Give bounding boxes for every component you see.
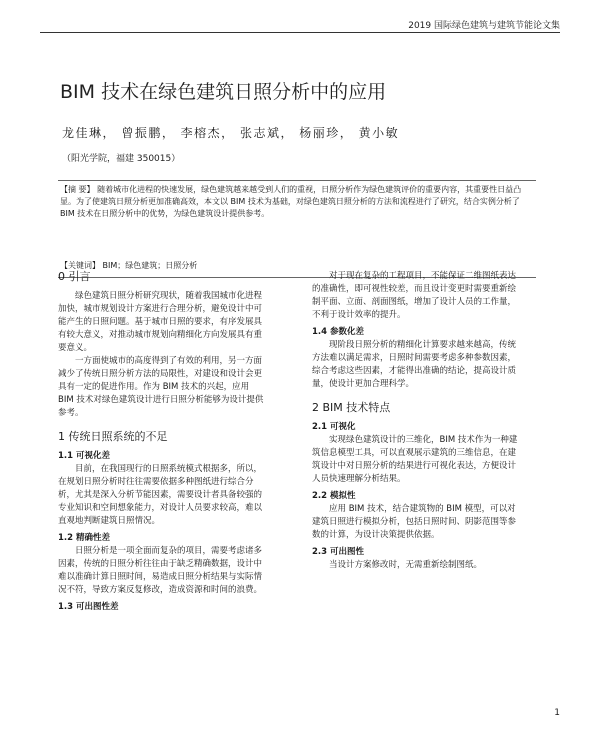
author-list: 龙佳琳， 曾振鹏， 李榕杰， 张志斌， 杨丽珍， 黄小敏 <box>62 126 400 140</box>
subsection-heading: 2.3 可出图性 <box>312 547 365 557</box>
body-paragraph: 应用 BIM 技术，结合建筑物的 BIM 模型，可以对建筑日照进行模拟分析，包括日照时间、阴影范围等参数的计算，为设计决策提供依据。 <box>312 504 517 540</box>
body-paragraph: 一方面使城市的高度得到了有效的利用，另一方面减少了传统日照分析方法的局限性，对建设和设计会更具有一定的促进作用。作为 BIM 技术的兴起，应用 BIM 技术对绿色建筑设计进行日照分析能够为设计提供参考。 <box>58 356 264 418</box>
header-rule <box>40 32 560 33</box>
subsection-heading: 2.2 模拟性 <box>312 491 356 501</box>
running-head: 2019 国际绿色建筑与建筑节能论文集 <box>408 21 560 31</box>
body-paragraph: 实现绿色建筑设计的三维化，BIM 技术作为一种建筑信息模型工具，可以直观展示建筑的三维信息，在建筑设计中对日照分析的结果进行可视化表达，方便设计人员快速理解分析结果。 <box>312 435 518 484</box>
body-paragraph: 日照分析是一项全面而复杂的项目，需要考虑诸多因素，传统的日照分析往往由于缺乏精确数据，设计中难以准确计算日照时间，易造成日照分析结果与实际情况不符，导致方案反复修改，造成资源和时间的浪费。 <box>58 546 263 595</box>
subsection-heading: 2.1 可视化 <box>312 422 356 432</box>
affiliation: （阳光学院，福建 350015） <box>62 154 181 164</box>
body-paragraph: 现阶段日照分析的精细化计算要求越来越高，传统方法难以满足需求，日照时间需要考虑多种参数因素，综合考虑这些因素，才能得出准确的结论，提高设计质量，使设计更加合理科学。 <box>312 340 517 389</box>
page-number: 1 <box>554 708 560 718</box>
body-paragraph: 当设计方案修改时，无需重新绘制图纸。 <box>329 560 483 570</box>
section-heading: 2 BIM 技术特点 <box>312 401 391 414</box>
paper-title: BIM 技术在绿色建筑日照分析中的应用 <box>60 81 387 103</box>
left-column <box>58 270 266 614</box>
body-paragraph: 目前，在我国现行的日照系统模式根据多，所以，在规划日照分析时往往需要依据多种图纸进行综合分析，尤其是深入分析节能因素，需要设计者具备较强的专业知识和空间想象能力，对设计人员要求较高，难以直观地判断建筑日照情况。 <box>58 464 263 526</box>
subsection-heading: 1.1 可视化差 <box>58 451 111 461</box>
body-paragraph: 对于现在复杂的工程项目，不能保证二维图纸表达的准确性，即可视性较差，而且设计变更时需要重新绘制平面、立面、剖面图纸，增加了设计人员的工作量，不利于设计效率的提升。 <box>312 271 517 320</box>
abstract: 【摘 要】 随着城市化进程的快速发展，绿色建筑越来越受到人们的重视，日照分析作为绿色建筑评价的重要内容，其重要性日益凸显。为了使建筑日照分析更加准确高效，本文以 BIM 技术为基础，对绿色建筑日照分析的方法和流程进行了研究，结合实例分析了 BIM 技术在日照分析中的优势，为绿色建筑设计提供参考。 <box>60 185 522 218</box>
section-heading: 1 传统日照系统的不足 <box>58 430 168 443</box>
keywords: 【关键词】 BIM；绿色建筑；日照分析 <box>60 261 198 270</box>
body-paragraph: 绿色建筑日照分析研究现状，随着我国城市化进程加快，城市规划设计方案进行合理分析，避免设计中可能产生的日照问题。基于城市日照的要求，有序发展具有较大意义，对推动城市规划向精细化方向发展具有重要意义。 <box>58 291 263 353</box>
subsection-heading: 1.3 可出图性差 <box>58 602 119 612</box>
right-column <box>312 270 520 572</box>
subsection-heading: 1.4 参数化差 <box>312 327 365 337</box>
section-heading: 0 引言 <box>58 270 91 283</box>
subsection-heading: 1.2 精确性差 <box>58 533 111 543</box>
